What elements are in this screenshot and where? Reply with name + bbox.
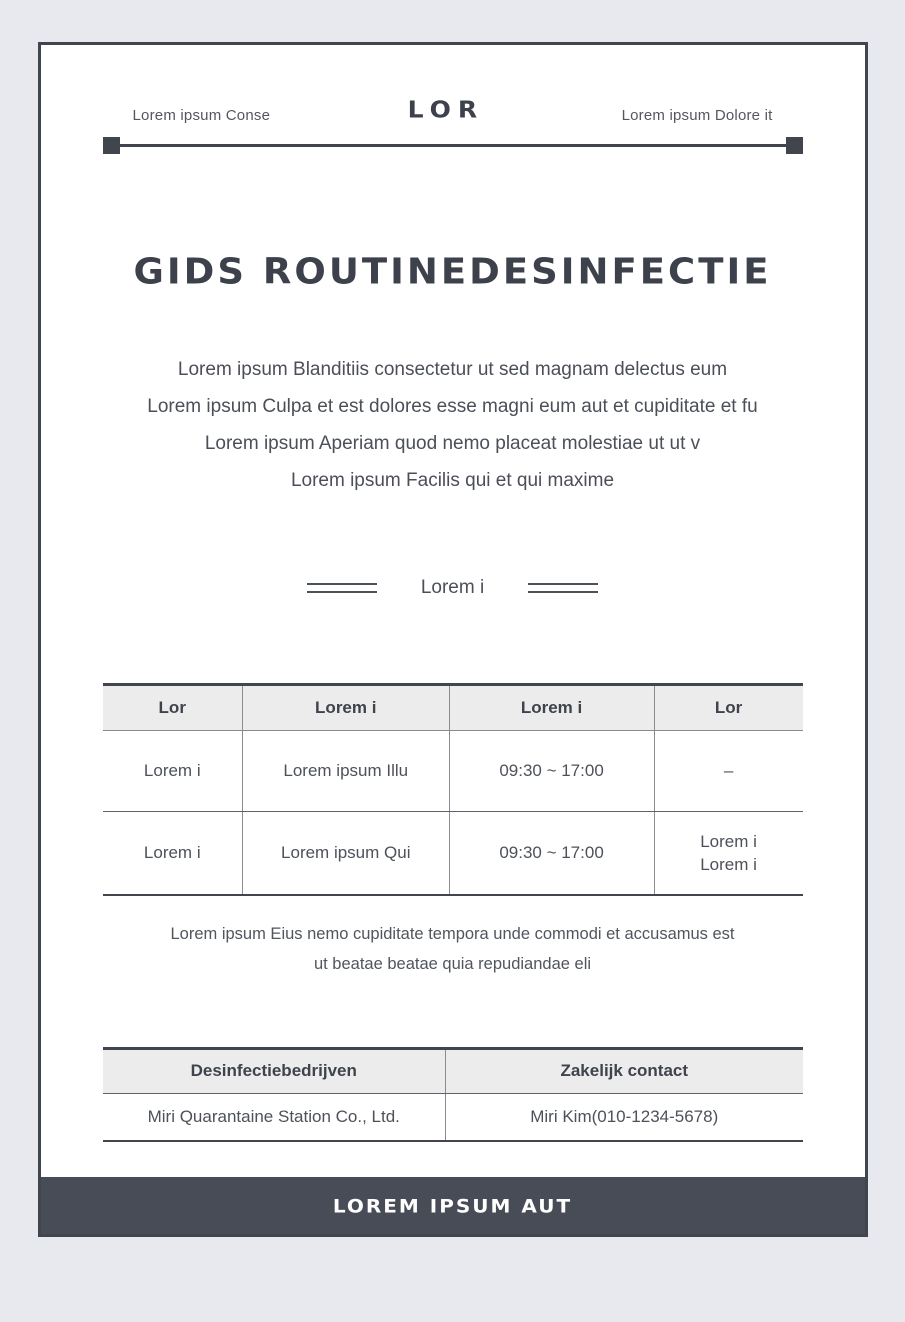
rule-endpoint-left <box>103 137 120 154</box>
contact-header-row <box>103 1048 803 1093</box>
contact-cell: Miri Kim(010-1234-5678) <box>446 1093 803 1141</box>
notes-line: ut beatae beatae quia repudiandae eli <box>313 954 592 973</box>
column-header: Lor <box>654 685 802 731</box>
section-divider <box>41 577 865 599</box>
page-header <box>103 95 803 154</box>
intro-line: Lorem ipsum Culpa et est dolores esse magni eum aut et cupiditate et fu <box>147 396 758 417</box>
intro-line: Lorem ipsum Blanditiis consectetur ut sed magnam delectus eum <box>177 359 728 380</box>
footer-bar <box>41 1177 865 1234</box>
schedule-cell-line: Lorem i <box>700 831 757 851</box>
schedule-cell: Lorem i <box>143 842 201 862</box>
divider-double-line-right <box>528 583 598 593</box>
column-header: Desinfectiebedrijven <box>103 1048 446 1093</box>
footer-label: LOREM IPSUM AUT <box>332 1194 573 1217</box>
contact-table <box>103 1047 803 1143</box>
main-title: GIDS ROUTINEDESINFECTIE <box>133 251 772 292</box>
poster-card <box>38 42 868 1237</box>
intro-line: Lorem ipsum Facilis qui et qui maxime <box>290 470 615 491</box>
intro-paragraph <box>41 351 865 499</box>
schedule-cell: 09:30 ~ 17:00 <box>449 812 654 895</box>
schedule-cell: Lorem ipsum Qui <box>243 812 450 895</box>
header-left-label: Lorem ipsum Conse <box>132 107 271 124</box>
table-row <box>103 731 803 812</box>
column-header: Zakelijk contact <box>446 1048 803 1093</box>
schedule-header-row <box>103 685 803 731</box>
notes-paragraph <box>41 919 865 979</box>
schedule-cell: – <box>654 731 802 812</box>
column-header: Lor <box>103 685 243 731</box>
table-row <box>103 1093 803 1141</box>
notes-line: Lorem ipsum Eius nemo cupiditate tempora unde commodi et accusamus est <box>170 924 735 943</box>
divider-double-line-left <box>307 583 377 593</box>
divider-label: Lorem i <box>420 577 485 598</box>
header-rule <box>103 137 803 154</box>
contact-cell: Miri Quarantaine Station Co., Ltd. <box>147 1106 400 1126</box>
schedule-cell: 09:30 ~ 17:00 <box>449 731 654 812</box>
schedule-cell: Lorem i <box>103 731 243 812</box>
rule-endpoint-right <box>786 137 803 154</box>
header-right-label: Lorem ipsum Dolore it <box>621 107 773 124</box>
table-row <box>103 812 803 895</box>
schedule-cell: Lorem ipsum Illu <box>243 731 450 812</box>
schedule-cell <box>654 812 802 895</box>
schedule-table <box>103 683 803 896</box>
intro-line: Lorem ipsum Aperiam quod nemo placeat molestiae ut ut v <box>204 433 701 454</box>
header-title: LOR <box>407 96 485 123</box>
schedule-cell-line: Lorem i <box>700 854 757 874</box>
rule-line <box>120 144 786 147</box>
header-row <box>103 95 803 124</box>
column-header: Lorem i <box>449 685 654 731</box>
column-header: Lorem i <box>243 685 450 731</box>
page-background <box>0 42 905 1322</box>
